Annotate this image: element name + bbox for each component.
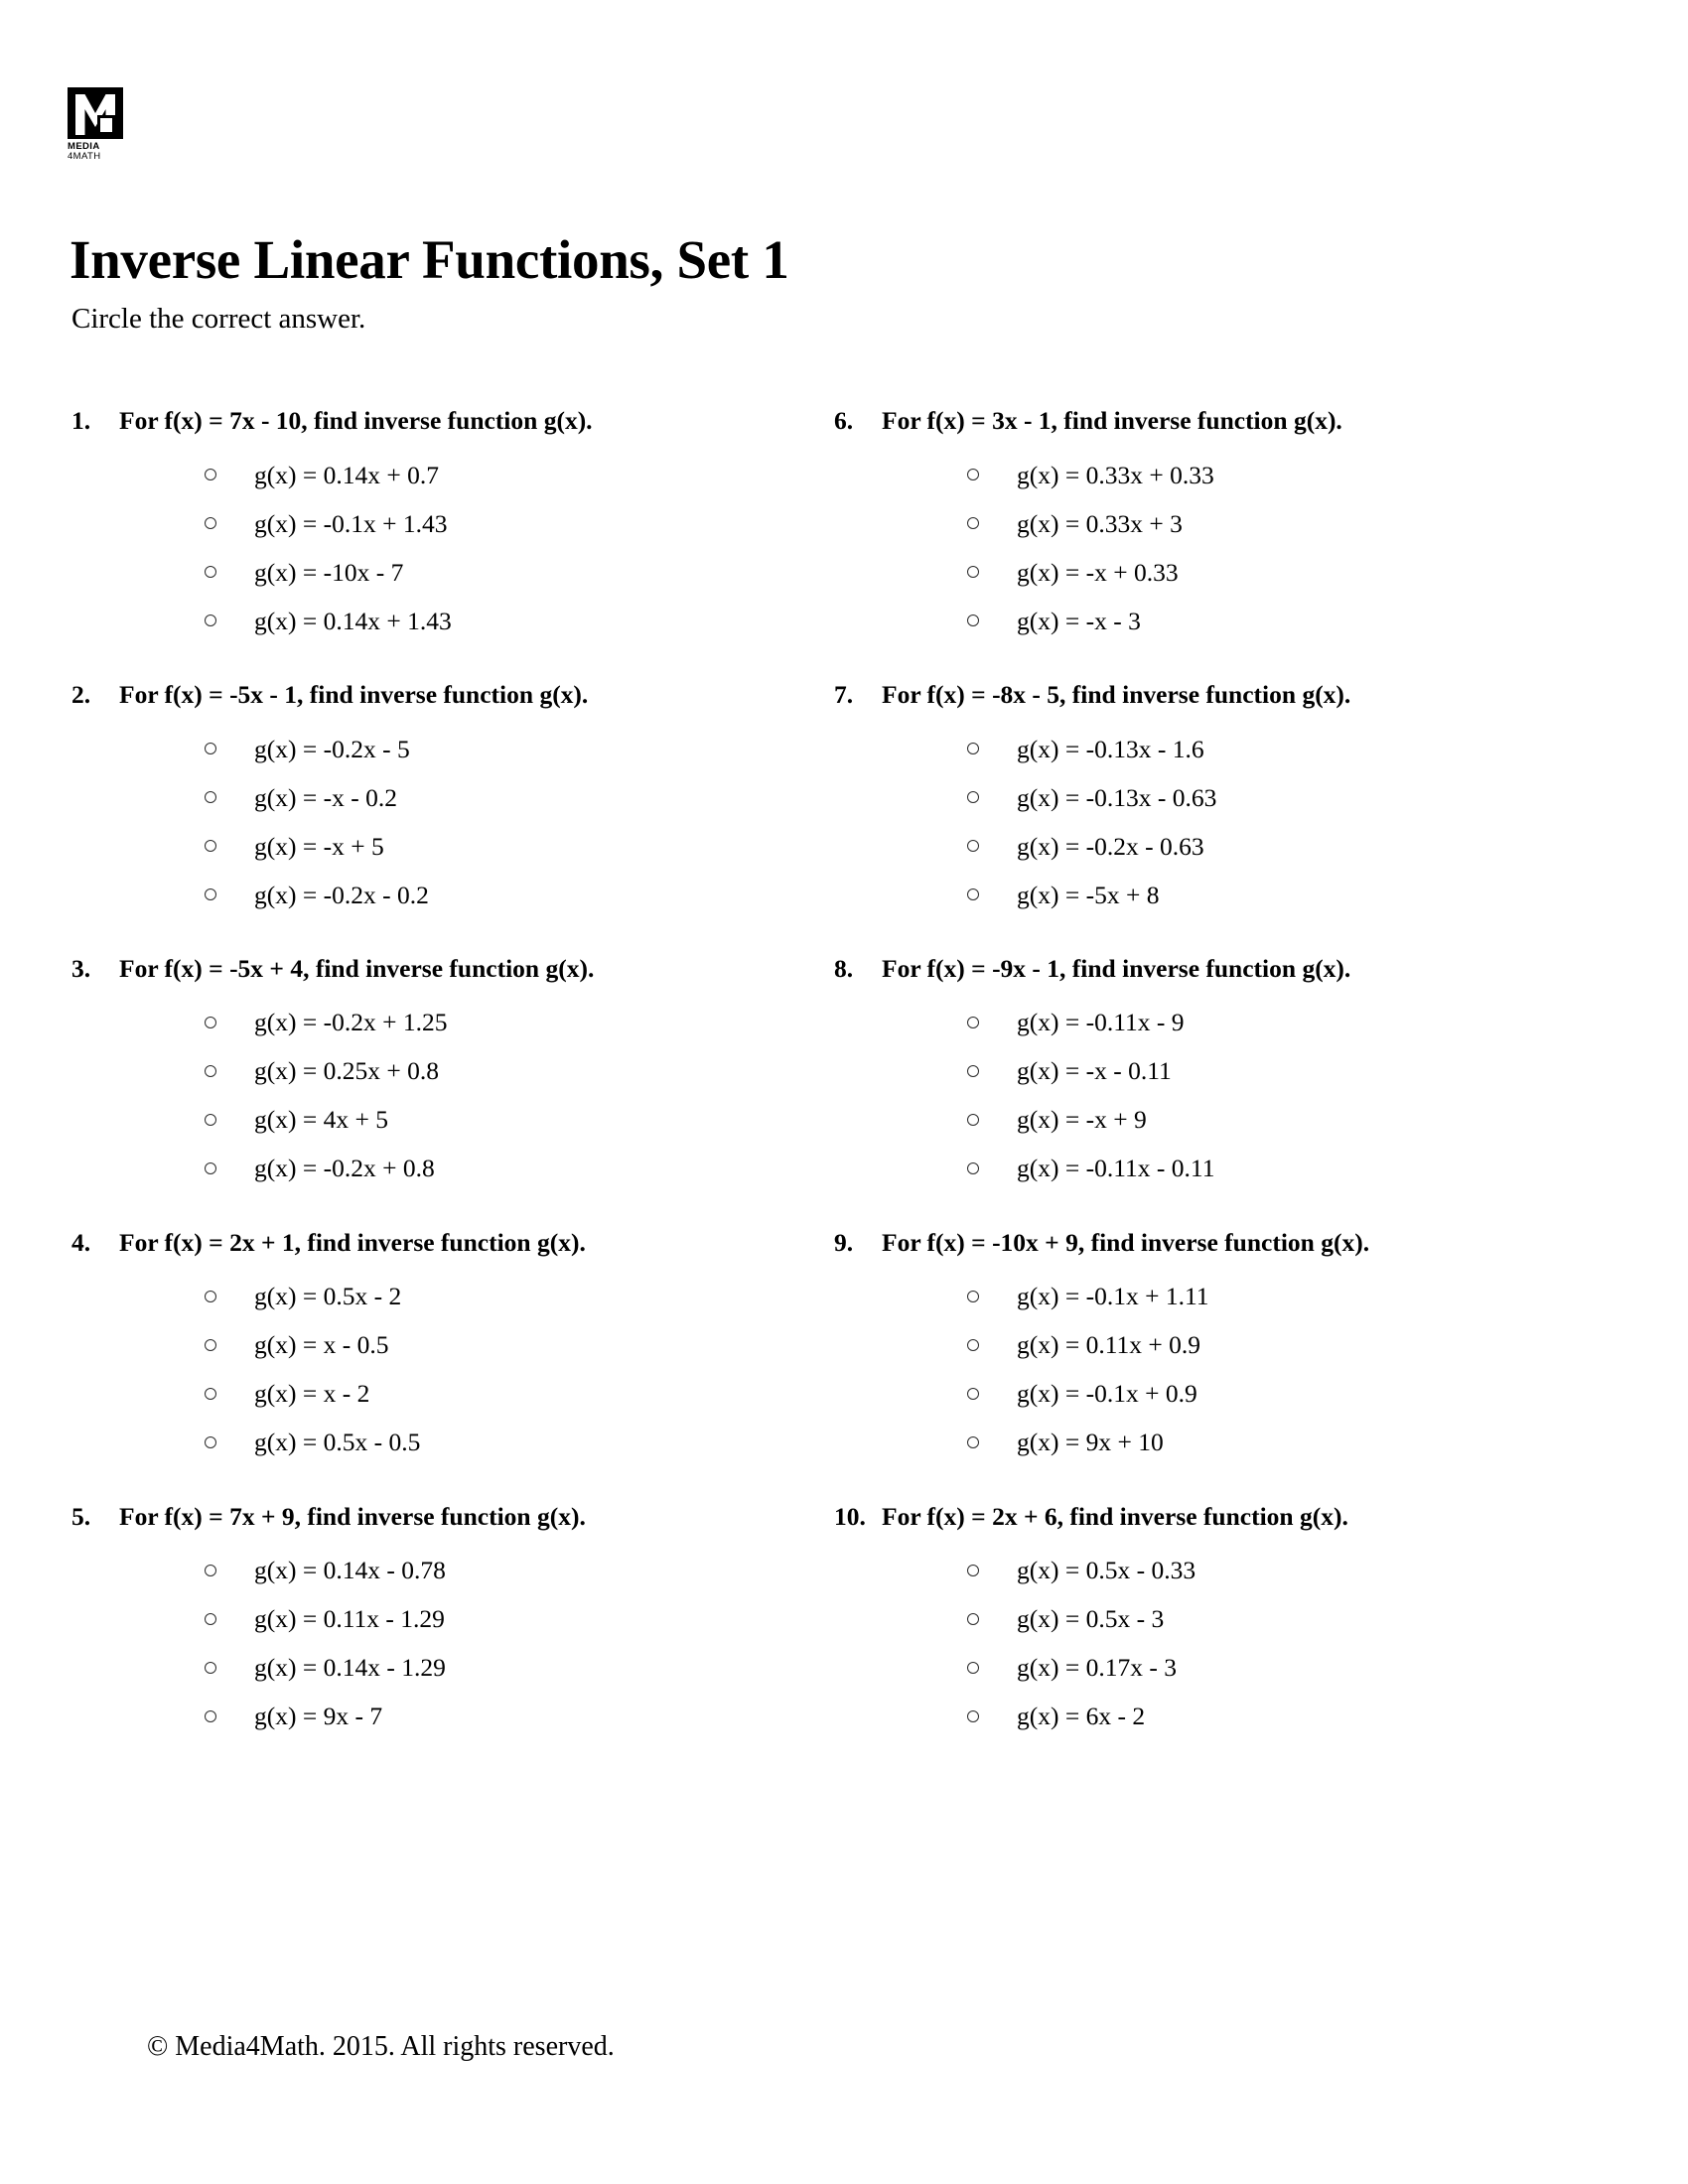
radio-circle-icon[interactable] [967, 1339, 979, 1351]
radio-circle-icon[interactable] [967, 1114, 979, 1126]
answer-option[interactable] [71, 1546, 774, 1594]
answer-options [71, 1273, 774, 1467]
question-number: 4. [71, 1227, 91, 1257]
answer-options [71, 725, 774, 919]
question-number: 2. [71, 679, 91, 709]
question-heading [834, 405, 1549, 437]
radio-circle-icon[interactable] [967, 614, 979, 626]
answer-option[interactable] [834, 548, 1549, 597]
answer-option-label: g(x) = 0.25x + 0.8 [254, 1056, 439, 1086]
answer-option[interactable] [834, 871, 1549, 919]
answer-option[interactable] [834, 1145, 1549, 1193]
radio-circle-icon[interactable] [967, 1017, 979, 1028]
question-number: 3. [71, 953, 91, 983]
radio-circle-icon[interactable] [967, 743, 979, 754]
question-heading [71, 1227, 774, 1259]
question-prompt: For f(x) = 7x + 9, find inverse function g(x). [119, 1501, 586, 1531]
question-heading [71, 679, 774, 711]
answer-option-label: g(x) = -0.1x + 0.9 [1017, 1379, 1197, 1409]
answer-option[interactable] [71, 548, 774, 597]
answer-option-label: g(x) = 0.14x + 0.7 [254, 460, 439, 489]
question-item [834, 1501, 1549, 1741]
radio-circle-icon[interactable] [967, 1710, 979, 1722]
answer-option[interactable] [71, 871, 774, 919]
question-item [71, 679, 774, 919]
answer-option[interactable] [834, 999, 1549, 1047]
question-number: 8. [834, 953, 854, 983]
answer-option-label: g(x) = 0.5x - 0.33 [1017, 1556, 1196, 1585]
answer-option[interactable] [71, 1273, 774, 1321]
answer-option-label: g(x) = -0.1x + 1.43 [254, 508, 448, 538]
answer-option-label: g(x) = 0.33x + 3 [1017, 508, 1183, 538]
answer-option-label: g(x) = 9x - 7 [254, 1702, 383, 1731]
answer-option[interactable] [834, 597, 1549, 645]
answer-option-label: g(x) = -0.2x - 0.63 [1017, 831, 1204, 861]
radio-circle-icon[interactable] [205, 1388, 216, 1400]
answer-option-label: g(x) = -5x + 8 [1017, 880, 1160, 909]
answer-option-label: g(x) = -0.2x - 5 [254, 734, 410, 763]
answer-option[interactable] [71, 1096, 774, 1145]
radio-circle-icon[interactable] [967, 1065, 979, 1077]
question-item [71, 405, 774, 645]
answer-option[interactable] [834, 1096, 1549, 1145]
answer-option-label: g(x) = 0.5x - 2 [254, 1282, 402, 1311]
radio-circle-icon[interactable] [205, 888, 216, 900]
radio-circle-icon[interactable] [205, 1291, 216, 1302]
media4math-m-logo-icon [68, 87, 123, 139]
answer-option-label: g(x) = -0.13x - 1.6 [1017, 734, 1204, 763]
questions-column-right [774, 405, 1549, 1774]
answer-option[interactable] [834, 1692, 1549, 1740]
answer-option[interactable] [71, 597, 774, 645]
answer-option[interactable] [834, 1370, 1549, 1419]
radio-circle-icon[interactable] [967, 469, 979, 480]
answer-option[interactable] [834, 822, 1549, 871]
answer-option[interactable] [71, 1643, 774, 1692]
radio-circle-icon[interactable] [205, 1436, 216, 1448]
radio-circle-icon[interactable] [205, 1613, 216, 1625]
question-number: 1. [71, 406, 91, 435]
question-heading [834, 1501, 1549, 1533]
question-heading [834, 953, 1549, 985]
answer-options [834, 1273, 1549, 1467]
answer-options [71, 451, 774, 645]
answer-option[interactable] [834, 451, 1549, 499]
answer-option[interactable] [71, 1047, 774, 1096]
answer-option-label: g(x) = 0.14x - 0.78 [254, 1556, 446, 1585]
questions-grid [0, 405, 1688, 1774]
radio-circle-icon[interactable] [205, 1565, 216, 1576]
answer-option[interactable] [71, 1370, 774, 1419]
answer-option[interactable] [834, 1047, 1549, 1096]
question-number: 5. [71, 1501, 91, 1531]
radio-circle-icon[interactable] [205, 517, 216, 529]
answer-option-label: g(x) = -10x - 7 [254, 557, 404, 587]
answer-option-label: g(x) = 0.17x - 3 [1017, 1653, 1177, 1683]
radio-circle-icon[interactable] [967, 1565, 979, 1576]
answer-option-label: g(x) = 0.14x + 1.43 [254, 606, 452, 635]
question-heading [71, 1501, 774, 1533]
question-prompt: For f(x) = 2x + 1, find inverse function g(x). [119, 1227, 586, 1257]
radio-circle-icon[interactable] [205, 469, 216, 480]
question-prompt: For f(x) = -10x + 9, find inverse function g(x). [882, 1227, 1370, 1257]
question-number: 6. [834, 406, 854, 435]
question-prompt: For f(x) = -9x - 1, find inverse function g(x). [882, 953, 1351, 983]
radio-circle-icon[interactable] [205, 614, 216, 626]
question-heading [71, 405, 774, 437]
answer-option[interactable] [834, 1546, 1549, 1594]
answer-option[interactable] [71, 999, 774, 1047]
answer-option[interactable] [834, 499, 1549, 548]
answer-option-label: g(x) = -0.13x - 0.63 [1017, 782, 1217, 812]
answer-option-label: g(x) = -0.11x - 9 [1017, 1008, 1185, 1037]
radio-circle-icon[interactable] [205, 1065, 216, 1077]
answer-option-label: g(x) = 4x + 5 [254, 1105, 388, 1135]
radio-circle-icon[interactable] [967, 1291, 979, 1302]
copyright-notice: © Media4Math. 2015. All rights reserved. [147, 2031, 615, 2062]
radio-circle-icon[interactable] [967, 840, 979, 852]
media4math-logo [68, 87, 139, 161]
logo-line1: MEDIA [68, 141, 100, 152]
question-item [834, 953, 1549, 1193]
answer-option-label: g(x) = -x + 0.33 [1017, 557, 1179, 587]
radio-circle-icon[interactable] [967, 1662, 979, 1674]
question-prompt: For f(x) = -5x + 4, find inverse function g(x). [119, 953, 595, 983]
answer-option-label: g(x) = 9x + 10 [1017, 1428, 1164, 1457]
question-heading [834, 679, 1549, 711]
answer-options [71, 1546, 774, 1740]
answer-option[interactable] [834, 725, 1549, 773]
question-item [834, 1227, 1549, 1467]
answer-option[interactable] [71, 451, 774, 499]
answer-option[interactable] [71, 499, 774, 548]
answer-option[interactable] [834, 1419, 1549, 1467]
question-item [834, 679, 1549, 919]
radio-circle-icon[interactable] [967, 566, 979, 578]
answer-option[interactable] [71, 725, 774, 773]
question-prompt: For f(x) = 2x + 6, find inverse function g(x). [882, 1501, 1348, 1531]
question-heading [71, 953, 774, 985]
answer-options [834, 999, 1549, 1193]
answer-option-label: g(x) = 0.11x - 1.29 [254, 1604, 445, 1634]
answer-options [834, 725, 1549, 919]
question-item [71, 1501, 774, 1741]
instruction-text: Circle the correct answer. [71, 303, 366, 335]
answer-option[interactable] [834, 1643, 1549, 1692]
answer-option-label: g(x) = 6x - 2 [1017, 1702, 1146, 1731]
answer-option[interactable] [71, 1145, 774, 1193]
media4math-wordmark-icon [68, 140, 123, 161]
radio-circle-icon[interactable] [205, 840, 216, 852]
question-number: 9. [834, 1227, 854, 1257]
answer-option[interactable] [834, 1321, 1549, 1370]
question-number: 7. [834, 679, 854, 709]
radio-circle-icon[interactable] [205, 743, 216, 754]
answer-option[interactable] [71, 1321, 774, 1370]
radio-circle-icon[interactable] [205, 1114, 216, 1126]
answer-option-label: g(x) = x - 0.5 [254, 1330, 389, 1360]
radio-circle-icon[interactable] [205, 1662, 216, 1674]
radio-circle-icon[interactable] [967, 791, 979, 803]
radio-circle-icon[interactable] [205, 791, 216, 803]
question-prompt: For f(x) = 7x - 10, find inverse function g(x). [119, 406, 593, 435]
radio-circle-icon[interactable] [967, 888, 979, 900]
answer-option[interactable] [71, 773, 774, 822]
answer-option-label: g(x) = -x + 5 [254, 831, 384, 861]
answer-option[interactable] [834, 773, 1549, 822]
radio-circle-icon[interactable] [967, 517, 979, 529]
answer-option[interactable] [834, 1273, 1549, 1321]
answer-option[interactable] [71, 1594, 774, 1643]
radio-circle-icon[interactable] [205, 1017, 216, 1028]
answer-option[interactable] [71, 1419, 774, 1467]
radio-circle-icon[interactable] [205, 1710, 216, 1722]
answer-options [834, 451, 1549, 645]
answer-option-label: g(x) = 0.14x - 1.29 [254, 1653, 446, 1683]
answer-option-label: g(x) = x - 2 [254, 1379, 370, 1409]
radio-circle-icon[interactable] [205, 566, 216, 578]
answer-option[interactable] [71, 1692, 774, 1740]
question-item [71, 1227, 774, 1467]
page-title: Inverse Linear Functions, Set 1 [70, 228, 789, 290]
answer-option-label: g(x) = -0.11x - 0.11 [1017, 1154, 1215, 1183]
questions-column-left [0, 405, 774, 1774]
logo-line2: 4MATH [68, 151, 101, 161]
answer-option-label: g(x) = 0.33x + 0.33 [1017, 460, 1214, 489]
question-prompt: For f(x) = -5x - 1, find inverse function g(x). [119, 679, 589, 709]
question-heading [834, 1227, 1549, 1259]
answer-option-label: g(x) = -x + 9 [1017, 1105, 1147, 1135]
answer-option[interactable] [71, 822, 774, 871]
answer-option-label: g(x) = -x - 0.11 [1017, 1056, 1172, 1086]
question-item [71, 953, 774, 1193]
radio-circle-icon[interactable] [967, 1436, 979, 1448]
answer-option-label: g(x) = -0.2x + 0.8 [254, 1154, 435, 1183]
answer-option-label: g(x) = 0.5x - 0.5 [254, 1428, 421, 1457]
question-prompt: For f(x) = -8x - 5, find inverse function g(x). [882, 679, 1351, 709]
answer-option-label: g(x) = -0.2x - 0.2 [254, 880, 429, 909]
answer-option-label: g(x) = 0.11x + 0.9 [1017, 1330, 1201, 1360]
radio-circle-icon[interactable] [967, 1388, 979, 1400]
question-number: 10. [834, 1501, 866, 1531]
question-item [834, 405, 1549, 645]
radio-circle-icon[interactable] [205, 1162, 216, 1174]
answer-option-label: g(x) = -0.2x + 1.25 [254, 1008, 448, 1037]
answer-options [834, 1546, 1549, 1740]
answer-option-label: g(x) = -x - 0.2 [254, 782, 397, 812]
answer-options [71, 999, 774, 1193]
media4math-wordmark [68, 140, 123, 161]
radio-circle-icon[interactable] [967, 1162, 979, 1174]
radio-circle-icon[interactable] [967, 1613, 979, 1625]
answer-option-label: g(x) = -x - 3 [1017, 606, 1141, 635]
answer-option[interactable] [834, 1594, 1549, 1643]
answer-option-label: g(x) = -0.1x + 1.11 [1017, 1282, 1209, 1311]
radio-circle-icon[interactable] [205, 1339, 216, 1351]
answer-option-label: g(x) = 0.5x - 3 [1017, 1604, 1165, 1634]
question-prompt: For f(x) = 3x - 1, find inverse function g(x). [882, 406, 1342, 435]
